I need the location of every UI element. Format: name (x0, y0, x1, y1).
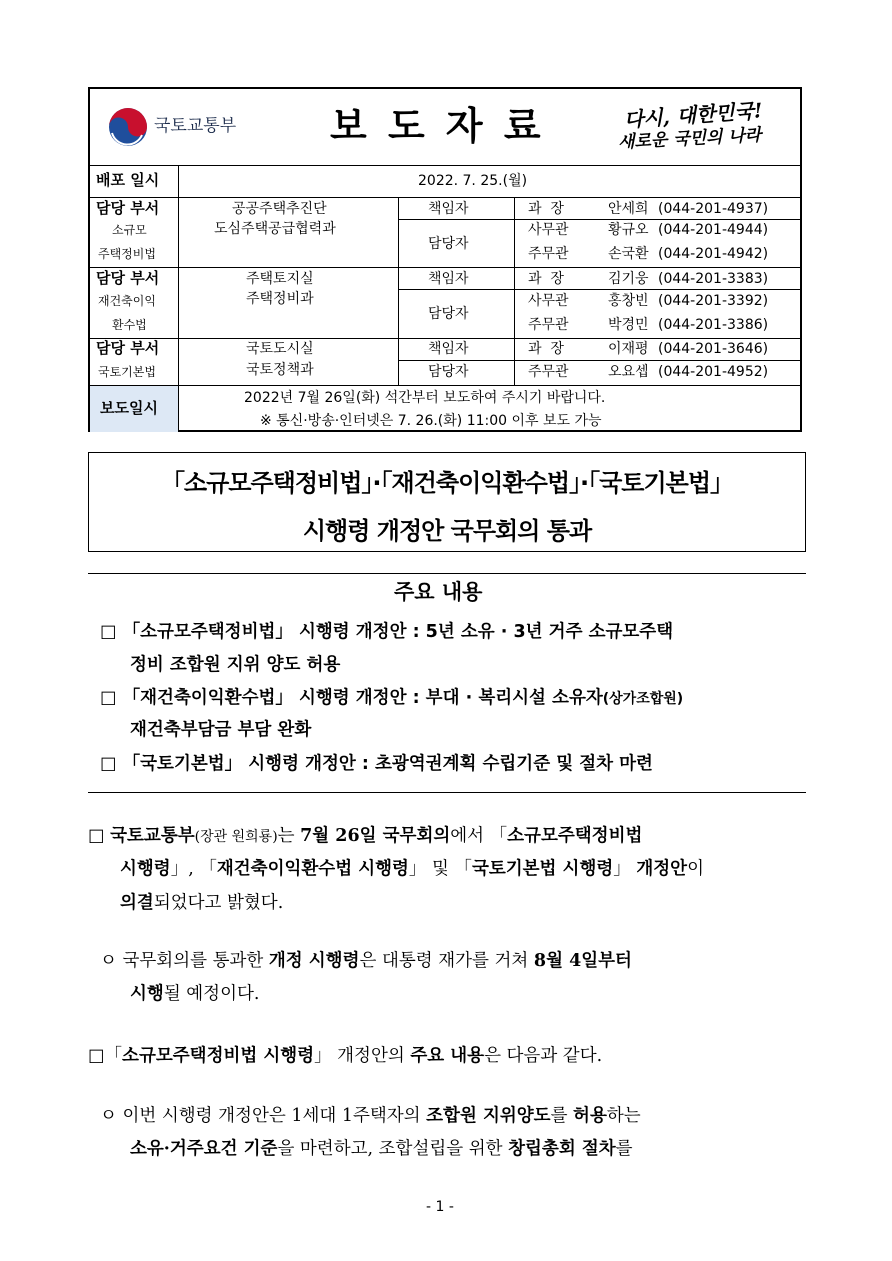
headline-line-1: 「소규모주택정비법」·「재건축이익환수법」·「국토기본법」 (160, 469, 734, 497)
dept-label: 담당 부서 (96, 199, 160, 217)
ministry-name: 국토교통부 (154, 116, 237, 136)
summary-item-1: □ 「소규모주택정비법」 시행령 개정안 : 5년 소유 · 3년 거주 소규모주택 (100, 622, 674, 642)
summary-item-3: □ 「국토기본법」 시행령 개정안 : 초광역권계획 수립기준 및 절차 마련 (100, 754, 653, 774)
body-paragraph-3: □「소규모주택정비법 시행령」 개정안의 주요 내용은 다음과 같다. (88, 1046, 603, 1066)
release-label: 보도일시 (100, 399, 158, 417)
summary-item-2: □ 「재건축이익환수법」 시행령 개정안 : 부대 · 복리시설 소유자(상가조합원) (100, 688, 684, 708)
body-paragraph-1: □ 국토교통부(장관 원희룡)는 7월 26일 국무회의에서 「소규모주택정비법 (88, 826, 643, 846)
press-release-header: 국토교통부 보 도 자 료 다시, 대한민국! 새로운 국민의 나라 배포 일시 2022. 7. 25.(월) 담당 부서 소규모 주택정비법 공공주택추진단 도심주택공급협력과 책임자 담당자 과 장 안세희 (044-201-4937) 사무관 황규오 (044-201-4944) 주무관 손국환 (044-201-4942) 담당 부서 재건축이익 환수법 주택토지실 주택정비과 책임자 담당자 과 장 김기웅 (044-201-3383) 사무관 홍창빈 (044-201-3392) 주무관 박경민 (044-201-3386) 담당 부서 국토기본법 국토도시실 국토정책과 책임자 담당자 과 장 이재평 (044-201-3646) 주무관 오요셉 (044-201-4952) 보도일시 2022년 7월 26일(화) 석간부터 보도하여 주시기 바랍니다. ※ 통신·방송·인터넷은 7. 26.(화) 11:00 이후 보도 가능 (88, 87, 802, 432)
release-line-2: ※ 통신·방송·인터넷은 7. 26.(화) 11:00 이후 보도 가능 (260, 413, 602, 429)
body-paragraph-4: ㅇ 이번 시행령 개정안은 1세대 1주택자의 조합원 지위양도를 허용하는 (100, 1106, 641, 1126)
doc-type-title: 보 도 자 료 (330, 103, 545, 148)
distribution-label: 배포 일시 (96, 171, 160, 189)
slogan: 다시, 대한민국! 새로운 국민의 나라 (617, 98, 764, 153)
headline-box (88, 452, 806, 552)
ministry-logo (108, 107, 148, 147)
headline-line-2: 시행령 개정안 국무회의 통과 (302, 517, 592, 545)
taegeuk-icon (108, 107, 148, 147)
summary-top-rule (88, 573, 806, 574)
body-paragraph-2: ㅇ 국무회의를 통과한 개정 시행령은 대통령 재가를 거쳐 8월 4일부터 (100, 951, 632, 971)
summary-bottom-rule (88, 792, 806, 793)
release-line-1: 2022년 7월 26일(화) 석간부터 보도하여 주시기 바랍니다. (244, 390, 606, 406)
page-number: - 1 - (426, 1199, 454, 1215)
summary-heading: 주요 내용 (394, 580, 483, 604)
distribution-date: 2022. 7. 25.(월) (418, 173, 528, 189)
